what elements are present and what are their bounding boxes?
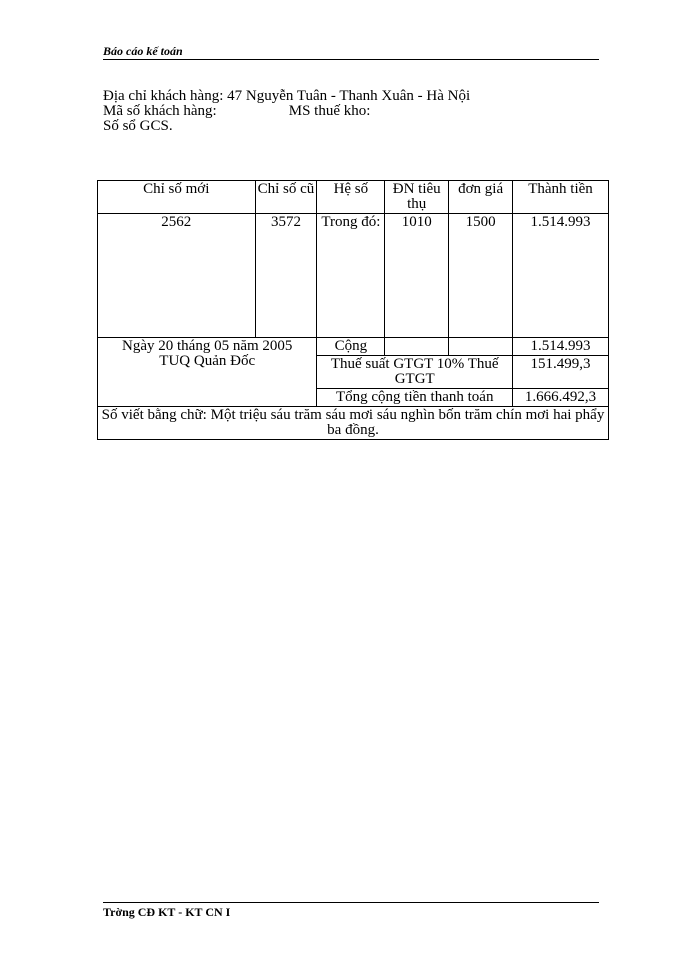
page-footer (103, 902, 599, 919)
customer-info (103, 89, 470, 134)
grand-total-label: Tổng cộng tiền thanh toán (317, 389, 513, 407)
amount-in-words: Số viết bằng chữ: Một triệu sáu trăm sáu mơi sáu nghìn bốn trăm chín mơi hai phẩy ba đồng. (98, 407, 609, 440)
cell-coefficient: Trong đó: (317, 214, 385, 338)
cell-old-index: 3572 (255, 214, 317, 338)
header-new-index: Chỉ số mới (98, 181, 256, 214)
words-row (98, 407, 609, 440)
footer-text: Trờng CĐ KT - KT CN I (103, 905, 231, 919)
signature-cell (98, 338, 317, 407)
header-title: Báo cáo kế toán (103, 44, 183, 58)
bill-table (97, 180, 609, 440)
customer-address: Địa chỉ khách hàng: 47 Nguyễn Tuân - Thanh Xuân - Hà Nội (103, 88, 471, 104)
customer-code-line (103, 104, 470, 119)
page-header (103, 44, 599, 60)
cell-new-index: 2562 (98, 214, 256, 338)
header-amount: Thành tiền (513, 181, 609, 214)
tax-code-label: MS thuế kho: (288, 103, 371, 119)
customer-code-label: Mã số khách hàng: (103, 103, 217, 119)
total-value: 1.514.993 (513, 338, 609, 356)
vat-value: 151.499,3 (513, 356, 609, 389)
total-row (98, 338, 609, 356)
total-label: Cộng (317, 338, 385, 356)
header-old-index: Chỉ số cũ (255, 181, 317, 214)
signer: TUQ Quản Đốc (159, 353, 256, 369)
gcs-label: Số sổ GCS. (103, 118, 173, 134)
grand-total-value: 1.666.492,3 (513, 389, 609, 407)
data-row (98, 214, 609, 338)
cell-amount: 1.514.993 (513, 214, 609, 338)
cell-unit-price: 1500 (449, 214, 513, 338)
cell-consumption: 1010 (385, 214, 449, 338)
date-line: Ngày 20 tháng 05 năm 2005 (122, 338, 293, 354)
total-empty-2 (449, 338, 513, 356)
header-coefficient: Hệ số (317, 181, 385, 214)
header-unit-price: đơn giá (449, 181, 513, 214)
header-consumption: ĐN tiêu thụ (385, 181, 449, 214)
total-empty-1 (385, 338, 449, 356)
vat-label: Thuế suất GTGT 10% Thuế GTGT (317, 356, 513, 389)
header-row (98, 181, 609, 214)
